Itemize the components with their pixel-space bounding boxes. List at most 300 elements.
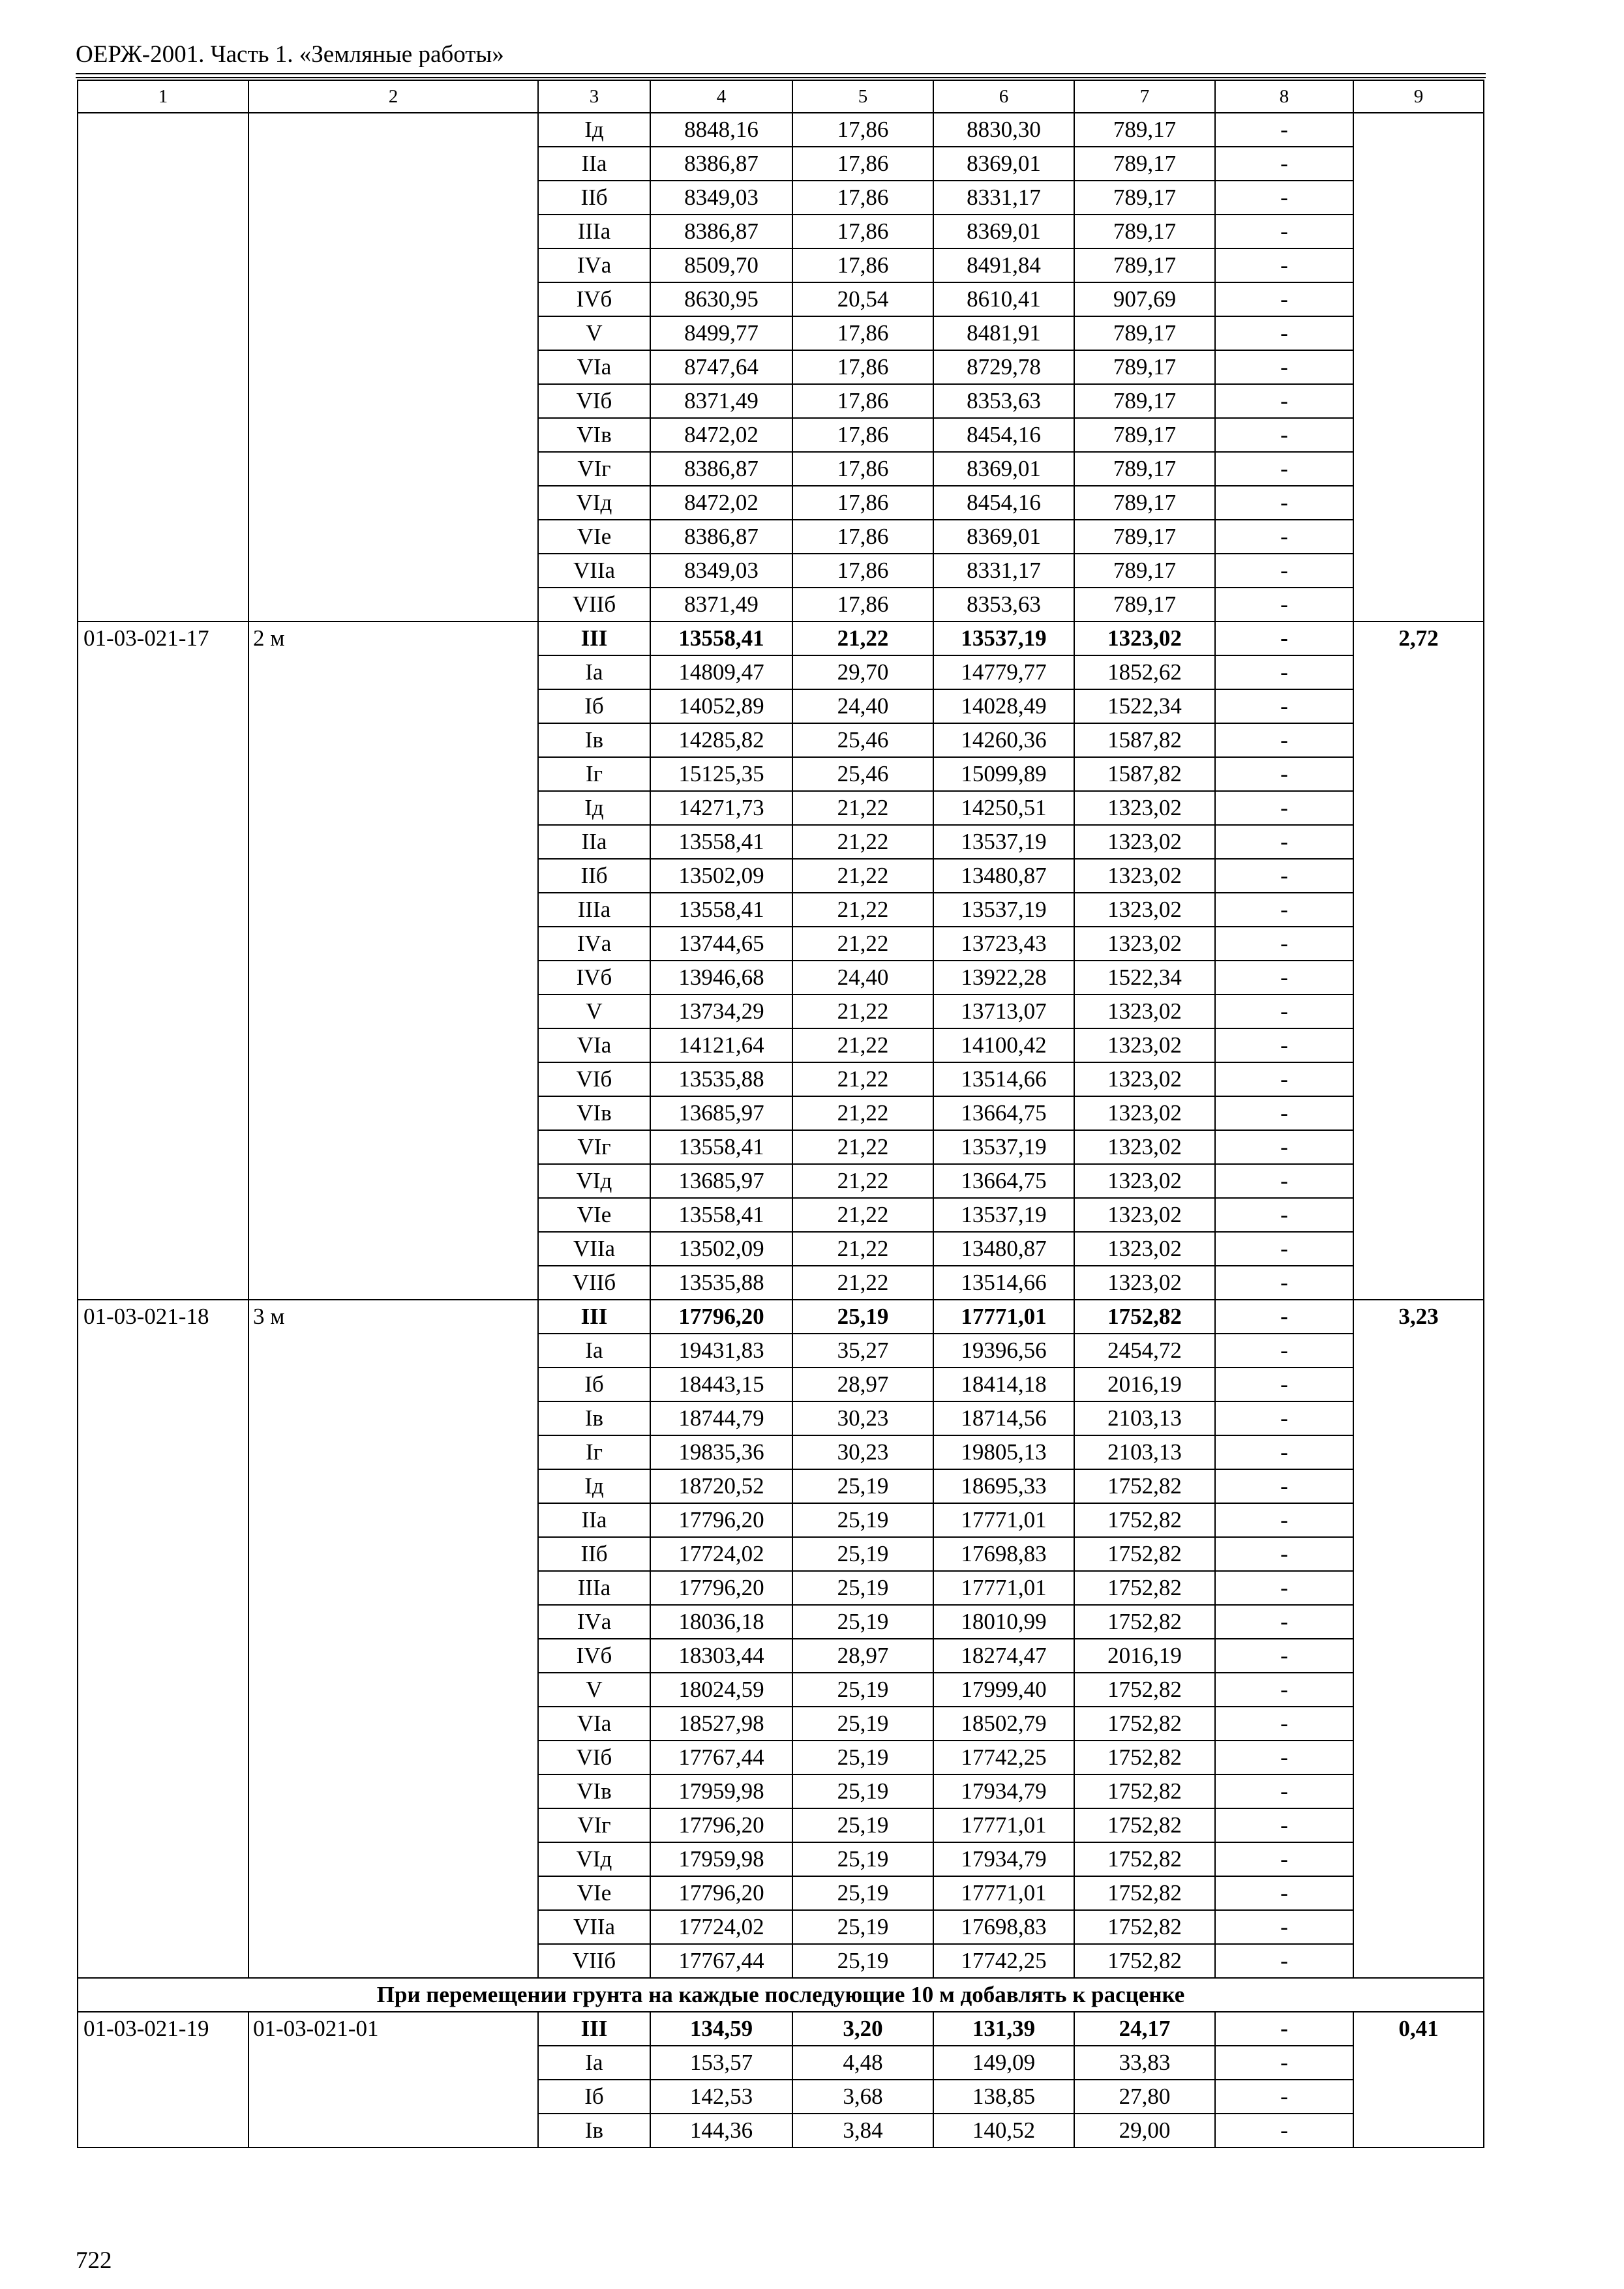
materials-cost: - bbox=[1215, 1368, 1353, 1401]
machinist-wages: 789,17 bbox=[1074, 113, 1215, 147]
machinist-wages: 1323,02 bbox=[1074, 1130, 1215, 1164]
wages: 35,27 bbox=[792, 1334, 933, 1368]
labor-coefficient: 0,41 bbox=[1353, 2012, 1484, 2147]
machinist-wages: 1323,02 bbox=[1074, 927, 1215, 961]
machinist-wages: 1752,82 bbox=[1074, 1842, 1215, 1876]
total-cost: 14809,47 bbox=[650, 655, 792, 689]
wages: 17,86 bbox=[792, 248, 933, 282]
machinist-wages: 1323,02 bbox=[1074, 1198, 1215, 1232]
materials-cost: - bbox=[1215, 248, 1353, 282]
machine-cost: 13713,07 bbox=[933, 995, 1074, 1028]
machine-cost: 13537,19 bbox=[933, 825, 1074, 859]
total-cost: 18720,52 bbox=[650, 1469, 792, 1503]
wages: 21,22 bbox=[792, 1130, 933, 1164]
total-cost: 13502,09 bbox=[650, 859, 792, 893]
machine-cost: 8369,01 bbox=[933, 215, 1074, 248]
wages: 21,22 bbox=[792, 1062, 933, 1096]
materials-cost: - bbox=[1215, 2012, 1353, 2046]
machinist-wages: 1323,02 bbox=[1074, 1164, 1215, 1198]
soil-group: VIг bbox=[538, 1808, 650, 1842]
machinist-wages: 1323,02 bbox=[1074, 1266, 1215, 1300]
total-cost: 17724,02 bbox=[650, 1910, 792, 1944]
materials-cost: - bbox=[1215, 1842, 1353, 1876]
soil-group: Iб bbox=[538, 689, 650, 723]
materials-cost: - bbox=[1215, 1944, 1353, 1978]
soil-group: VIв bbox=[538, 1096, 650, 1130]
total-cost: 8386,87 bbox=[650, 452, 792, 486]
machinist-wages: 1323,02 bbox=[1074, 621, 1215, 655]
soil-group: VIIа bbox=[538, 1910, 650, 1944]
machine-cost: 138,85 bbox=[933, 2080, 1074, 2114]
materials-cost: - bbox=[1215, 1469, 1353, 1503]
soil-group: IIа bbox=[538, 825, 650, 859]
materials-cost: - bbox=[1215, 927, 1353, 961]
machinist-wages: 2016,19 bbox=[1074, 1639, 1215, 1673]
total-cost: 8349,03 bbox=[650, 181, 792, 215]
soil-group: Iа bbox=[538, 2046, 650, 2080]
total-cost: 8472,02 bbox=[650, 418, 792, 452]
machine-cost: 14028,49 bbox=[933, 689, 1074, 723]
machine-cost: 17771,01 bbox=[933, 1876, 1074, 1910]
base-rate-row bbox=[78, 2012, 1484, 2046]
total-cost: 19431,83 bbox=[650, 1334, 792, 1368]
machine-cost: 18274,47 bbox=[933, 1639, 1074, 1673]
soil-group: VIв bbox=[538, 1774, 650, 1808]
total-cost: 13946,68 bbox=[650, 961, 792, 995]
total-cost: 17767,44 bbox=[650, 1741, 792, 1774]
total-cost: 142,53 bbox=[650, 2080, 792, 2114]
soil-group: VIб bbox=[538, 1741, 650, 1774]
machinist-wages: 789,17 bbox=[1074, 520, 1215, 554]
machine-cost: 8369,01 bbox=[933, 520, 1074, 554]
rate-description: 3 м bbox=[248, 1300, 538, 1978]
total-cost: 13744,65 bbox=[650, 927, 792, 961]
total-cost: 13535,88 bbox=[650, 1266, 792, 1300]
rate-row bbox=[78, 113, 1484, 147]
soil-group: VIа bbox=[538, 350, 650, 384]
total-cost: 17796,20 bbox=[650, 1876, 792, 1910]
machine-cost: 17934,79 bbox=[933, 1774, 1074, 1808]
soil-group: VIб bbox=[538, 1062, 650, 1096]
soil-group: IVб bbox=[538, 961, 650, 995]
soil-group: Iб bbox=[538, 2080, 650, 2114]
materials-cost: - bbox=[1215, 2080, 1353, 2114]
wages: 21,22 bbox=[792, 1198, 933, 1232]
total-cost: 13558,41 bbox=[650, 1198, 792, 1232]
column-number: 8 bbox=[1215, 80, 1353, 113]
total-cost: 17796,20 bbox=[650, 1503, 792, 1537]
soil-group: VIе bbox=[538, 1876, 650, 1910]
wages: 21,22 bbox=[792, 995, 933, 1028]
machinist-wages: 789,17 bbox=[1074, 181, 1215, 215]
wages: 20,54 bbox=[792, 282, 933, 316]
soil-group: VIIа bbox=[538, 1232, 650, 1266]
materials-cost: - bbox=[1215, 520, 1353, 554]
base-rate-row bbox=[78, 621, 1484, 655]
total-cost: 19835,36 bbox=[650, 1435, 792, 1469]
machinist-wages: 1323,02 bbox=[1074, 859, 1215, 893]
materials-cost: - bbox=[1215, 791, 1353, 825]
materials-cost: - bbox=[1215, 486, 1353, 520]
machinist-wages: 1323,02 bbox=[1074, 893, 1215, 927]
total-cost: 144,36 bbox=[650, 2114, 792, 2147]
machine-cost: 14250,51 bbox=[933, 791, 1074, 825]
column-number-row bbox=[78, 80, 1484, 113]
machine-cost: 8830,30 bbox=[933, 113, 1074, 147]
total-cost: 8848,16 bbox=[650, 113, 792, 147]
machine-cost: 8481,91 bbox=[933, 316, 1074, 350]
machinist-wages: 1752,82 bbox=[1074, 1503, 1215, 1537]
rate-code: 01-03-021-19 bbox=[78, 2012, 248, 2147]
wages: 17,86 bbox=[792, 588, 933, 621]
machinist-wages: 1587,82 bbox=[1074, 723, 1215, 757]
total-cost: 8747,64 bbox=[650, 350, 792, 384]
materials-cost: - bbox=[1215, 1096, 1353, 1130]
soil-group: VIг bbox=[538, 1130, 650, 1164]
total-cost: 8386,87 bbox=[650, 147, 792, 181]
soil-group: V bbox=[538, 995, 650, 1028]
running-header-title: ОЕРЖ-2001. Часть 1. «Земляные работы» bbox=[76, 41, 504, 68]
materials-cost: - bbox=[1215, 961, 1353, 995]
column-number: 7 bbox=[1074, 80, 1215, 113]
machine-cost: 131,39 bbox=[933, 2012, 1074, 2046]
column-number: 2 bbox=[248, 80, 538, 113]
total-cost: 13558,41 bbox=[650, 621, 792, 655]
materials-cost: - bbox=[1215, 859, 1353, 893]
machine-cost: 13537,19 bbox=[933, 893, 1074, 927]
column-number: 9 bbox=[1353, 80, 1484, 113]
soil-group: Iг bbox=[538, 757, 650, 791]
machine-cost: 14779,77 bbox=[933, 655, 1074, 689]
wages: 28,97 bbox=[792, 1368, 933, 1401]
wages: 21,22 bbox=[792, 1164, 933, 1198]
section-note: При перемещении грунта на каждые последующие 10 м добавлять к расценке bbox=[78, 1978, 1484, 2012]
materials-cost: - bbox=[1215, 723, 1353, 757]
materials-cost: - bbox=[1215, 1707, 1353, 1741]
wages: 25,19 bbox=[792, 1707, 933, 1741]
materials-cost: - bbox=[1215, 113, 1353, 147]
wages: 3,20 bbox=[792, 2012, 933, 2046]
total-cost: 17796,20 bbox=[650, 1571, 792, 1605]
soil-group: VIа bbox=[538, 1028, 650, 1062]
total-cost: 18303,44 bbox=[650, 1639, 792, 1673]
materials-cost: - bbox=[1215, 995, 1353, 1028]
machinist-wages: 789,17 bbox=[1074, 418, 1215, 452]
machinist-wages: 789,17 bbox=[1074, 147, 1215, 181]
wages: 29,70 bbox=[792, 655, 933, 689]
rate-code bbox=[78, 113, 248, 621]
machine-cost: 13537,19 bbox=[933, 1130, 1074, 1164]
machinist-wages: 1323,02 bbox=[1074, 825, 1215, 859]
wages: 21,22 bbox=[792, 791, 933, 825]
wages: 17,86 bbox=[792, 452, 933, 486]
machinist-wages: 1752,82 bbox=[1074, 1605, 1215, 1639]
machinist-wages: 1587,82 bbox=[1074, 757, 1215, 791]
column-number: 6 bbox=[933, 80, 1074, 113]
machine-cost: 13514,66 bbox=[933, 1266, 1074, 1300]
soil-group: IIIа bbox=[538, 1571, 650, 1605]
soil-group: Iа bbox=[538, 655, 650, 689]
wages: 17,86 bbox=[792, 520, 933, 554]
wages: 21,22 bbox=[792, 927, 933, 961]
wages: 21,22 bbox=[792, 859, 933, 893]
total-cost: 18036,18 bbox=[650, 1605, 792, 1639]
soil-group: III bbox=[538, 621, 650, 655]
soil-group: III bbox=[538, 2012, 650, 2046]
machinist-wages: 1752,82 bbox=[1074, 1741, 1215, 1774]
wages: 25,19 bbox=[792, 1910, 933, 1944]
machinist-wages: 1522,34 bbox=[1074, 961, 1215, 995]
column-number: 5 bbox=[792, 80, 933, 113]
machine-cost: 13664,75 bbox=[933, 1096, 1074, 1130]
machine-cost: 18714,56 bbox=[933, 1401, 1074, 1435]
soil-group: IIIа bbox=[538, 215, 650, 248]
soil-group: IVа bbox=[538, 248, 650, 282]
wages: 25,19 bbox=[792, 1876, 933, 1910]
machinist-wages: 1752,82 bbox=[1074, 1808, 1215, 1842]
machinist-wages: 1852,62 bbox=[1074, 655, 1215, 689]
wages: 17,86 bbox=[792, 215, 933, 248]
materials-cost: - bbox=[1215, 1774, 1353, 1808]
materials-cost: - bbox=[1215, 1673, 1353, 1707]
machine-cost: 15099,89 bbox=[933, 757, 1074, 791]
wages: 25,19 bbox=[792, 1774, 933, 1808]
soil-group: IIIа bbox=[538, 893, 650, 927]
total-cost: 17959,98 bbox=[650, 1774, 792, 1808]
wages: 3,84 bbox=[792, 2114, 933, 2147]
machinist-wages: 1752,82 bbox=[1074, 1707, 1215, 1741]
materials-cost: - bbox=[1215, 418, 1353, 452]
wages: 25,19 bbox=[792, 1808, 933, 1842]
machinist-wages: 789,17 bbox=[1074, 316, 1215, 350]
soil-group: IIб bbox=[538, 859, 650, 893]
total-cost: 8371,49 bbox=[650, 588, 792, 621]
machinist-wages: 1323,02 bbox=[1074, 1062, 1215, 1096]
machine-cost: 19396,56 bbox=[933, 1334, 1074, 1368]
materials-cost: - bbox=[1215, 1876, 1353, 1910]
machine-cost: 8369,01 bbox=[933, 147, 1074, 181]
total-cost: 17796,20 bbox=[650, 1808, 792, 1842]
soil-group: Iд bbox=[538, 791, 650, 825]
materials-cost: - bbox=[1215, 147, 1353, 181]
machine-cost: 19805,13 bbox=[933, 1435, 1074, 1469]
wages: 25,19 bbox=[792, 1503, 933, 1537]
machinist-wages: 1752,82 bbox=[1074, 1774, 1215, 1808]
rate-description: 2 м bbox=[248, 621, 538, 1300]
header-rule-double bbox=[76, 77, 1486, 78]
machinist-wages: 2103,13 bbox=[1074, 1435, 1215, 1469]
wages: 25,19 bbox=[792, 1741, 933, 1774]
materials-cost: - bbox=[1215, 1401, 1353, 1435]
machine-cost: 17742,25 bbox=[933, 1741, 1074, 1774]
total-cost: 134,59 bbox=[650, 2012, 792, 2046]
total-cost: 18744,79 bbox=[650, 1401, 792, 1435]
machinist-wages: 1752,82 bbox=[1074, 1469, 1215, 1503]
rates-table-body bbox=[78, 113, 1484, 2147]
soil-group: Iд bbox=[538, 1469, 650, 1503]
soil-group: IIа bbox=[538, 1503, 650, 1537]
machine-cost: 13664,75 bbox=[933, 1164, 1074, 1198]
rate-description: 01-03-021-01 bbox=[248, 2012, 538, 2147]
total-cost: 8386,87 bbox=[650, 215, 792, 248]
materials-cost: - bbox=[1215, 1028, 1353, 1062]
labor-coefficient: 2,72 bbox=[1353, 621, 1484, 1300]
wages: 17,86 bbox=[792, 147, 933, 181]
total-cost: 14121,64 bbox=[650, 1028, 792, 1062]
machinist-wages: 2454,72 bbox=[1074, 1334, 1215, 1368]
materials-cost: - bbox=[1215, 2114, 1353, 2147]
column-number: 4 bbox=[650, 80, 792, 113]
wages: 21,22 bbox=[792, 1266, 933, 1300]
machine-cost: 13480,87 bbox=[933, 1232, 1074, 1266]
soil-group: Iв bbox=[538, 2114, 650, 2147]
machinist-wages: 789,17 bbox=[1074, 588, 1215, 621]
soil-group: VIа bbox=[538, 1707, 650, 1741]
materials-cost: - bbox=[1215, 1537, 1353, 1571]
materials-cost: - bbox=[1215, 1639, 1353, 1673]
machinist-wages: 2016,19 bbox=[1074, 1368, 1215, 1401]
total-cost: 17959,98 bbox=[650, 1842, 792, 1876]
materials-cost: - bbox=[1215, 588, 1353, 621]
total-cost: 13502,09 bbox=[650, 1232, 792, 1266]
machine-cost: 8454,16 bbox=[933, 486, 1074, 520]
soil-group: IIа bbox=[538, 147, 650, 181]
machine-cost: 13922,28 bbox=[933, 961, 1074, 995]
materials-cost: - bbox=[1215, 1062, 1353, 1096]
wages: 25,19 bbox=[792, 1842, 933, 1876]
soil-group: Iв bbox=[538, 723, 650, 757]
total-cost: 13535,88 bbox=[650, 1062, 792, 1096]
section-note-row bbox=[78, 1978, 1484, 2012]
materials-cost: - bbox=[1215, 1741, 1353, 1774]
total-cost: 13734,29 bbox=[650, 995, 792, 1028]
machine-cost: 8369,01 bbox=[933, 452, 1074, 486]
materials-cost: - bbox=[1215, 1300, 1353, 1334]
machine-cost: 13723,43 bbox=[933, 927, 1074, 961]
wages: 17,86 bbox=[792, 554, 933, 588]
machinist-wages: 33,83 bbox=[1074, 2046, 1215, 2080]
soil-group: VIд bbox=[538, 1842, 650, 1876]
machinist-wages: 789,17 bbox=[1074, 554, 1215, 588]
machine-cost: 17771,01 bbox=[933, 1300, 1074, 1334]
machinist-wages: 1752,82 bbox=[1074, 1876, 1215, 1910]
machine-cost: 18695,33 bbox=[933, 1469, 1074, 1503]
wages: 17,86 bbox=[792, 350, 933, 384]
machine-cost: 13537,19 bbox=[933, 1198, 1074, 1232]
machine-cost: 8331,17 bbox=[933, 554, 1074, 588]
machinist-wages: 789,17 bbox=[1074, 452, 1215, 486]
wages: 21,22 bbox=[792, 1096, 933, 1130]
soil-group: III bbox=[538, 1300, 650, 1334]
machine-cost: 8729,78 bbox=[933, 350, 1074, 384]
soil-group: VIд bbox=[538, 486, 650, 520]
soil-group: Iа bbox=[538, 1334, 650, 1368]
total-cost: 18024,59 bbox=[650, 1673, 792, 1707]
soil-group: Iг bbox=[538, 1435, 650, 1469]
wages: 25,19 bbox=[792, 1469, 933, 1503]
machinist-wages: 1752,82 bbox=[1074, 1910, 1215, 1944]
wages: 3,68 bbox=[792, 2080, 933, 2114]
soil-group: IVб bbox=[538, 282, 650, 316]
machinist-wages: 907,69 bbox=[1074, 282, 1215, 316]
wages: 25,19 bbox=[792, 1605, 933, 1639]
machine-cost: 8491,84 bbox=[933, 248, 1074, 282]
soil-group: VIв bbox=[538, 418, 650, 452]
wages: 17,86 bbox=[792, 486, 933, 520]
materials-cost: - bbox=[1215, 282, 1353, 316]
materials-cost: - bbox=[1215, 1435, 1353, 1469]
machinist-wages: 789,17 bbox=[1074, 486, 1215, 520]
base-rate-row bbox=[78, 1300, 1484, 1334]
machinist-wages: 1752,82 bbox=[1074, 1537, 1215, 1571]
machinist-wages: 27,80 bbox=[1074, 2080, 1215, 2114]
wages: 24,40 bbox=[792, 689, 933, 723]
total-cost: 8509,70 bbox=[650, 248, 792, 282]
total-cost: 13558,41 bbox=[650, 893, 792, 927]
wages: 21,22 bbox=[792, 825, 933, 859]
machine-cost: 8454,16 bbox=[933, 418, 1074, 452]
total-cost: 15125,35 bbox=[650, 757, 792, 791]
wages: 30,23 bbox=[792, 1401, 933, 1435]
total-cost: 17796,20 bbox=[650, 1300, 792, 1334]
machine-cost: 17698,83 bbox=[933, 1537, 1074, 1571]
column-number: 3 bbox=[538, 80, 650, 113]
wages: 28,97 bbox=[792, 1639, 933, 1673]
soil-group: VIе bbox=[538, 520, 650, 554]
wages: 25,19 bbox=[792, 1571, 933, 1605]
total-cost: 8630,95 bbox=[650, 282, 792, 316]
wages: 25,19 bbox=[792, 1300, 933, 1334]
rate-description bbox=[248, 113, 538, 621]
total-cost: 14271,73 bbox=[650, 791, 792, 825]
machine-cost: 14260,36 bbox=[933, 723, 1074, 757]
total-cost: 14052,89 bbox=[650, 689, 792, 723]
materials-cost: - bbox=[1215, 621, 1353, 655]
materials-cost: - bbox=[1215, 689, 1353, 723]
materials-cost: - bbox=[1215, 1808, 1353, 1842]
machinist-wages: 789,17 bbox=[1074, 384, 1215, 418]
materials-cost: - bbox=[1215, 2046, 1353, 2080]
wages: 4,48 bbox=[792, 2046, 933, 2080]
machinist-wages: 1323,02 bbox=[1074, 995, 1215, 1028]
materials-cost: - bbox=[1215, 1266, 1353, 1300]
materials-cost: - bbox=[1215, 1503, 1353, 1537]
total-cost: 8472,02 bbox=[650, 486, 792, 520]
wages: 21,22 bbox=[792, 893, 933, 927]
materials-cost: - bbox=[1215, 554, 1353, 588]
total-cost: 18443,15 bbox=[650, 1368, 792, 1401]
soil-group: VIIб bbox=[538, 588, 650, 621]
soil-group: IVб bbox=[538, 1639, 650, 1673]
machinist-wages: 789,17 bbox=[1074, 248, 1215, 282]
soil-group: Iв bbox=[538, 1401, 650, 1435]
soil-group: VIд bbox=[538, 1164, 650, 1198]
soil-group: IIб bbox=[538, 1537, 650, 1571]
machine-cost: 17934,79 bbox=[933, 1842, 1074, 1876]
materials-cost: - bbox=[1215, 1164, 1353, 1198]
materials-cost: - bbox=[1215, 181, 1353, 215]
wages: 17,86 bbox=[792, 384, 933, 418]
machine-cost: 13537,19 bbox=[933, 621, 1074, 655]
wages: 30,23 bbox=[792, 1435, 933, 1469]
machine-cost: 8610,41 bbox=[933, 282, 1074, 316]
total-cost: 13558,41 bbox=[650, 1130, 792, 1164]
machine-cost: 149,09 bbox=[933, 2046, 1074, 2080]
wages: 17,86 bbox=[792, 113, 933, 147]
soil-group: VIIб bbox=[538, 1266, 650, 1300]
machine-cost: 13480,87 bbox=[933, 859, 1074, 893]
materials-cost: - bbox=[1215, 1198, 1353, 1232]
